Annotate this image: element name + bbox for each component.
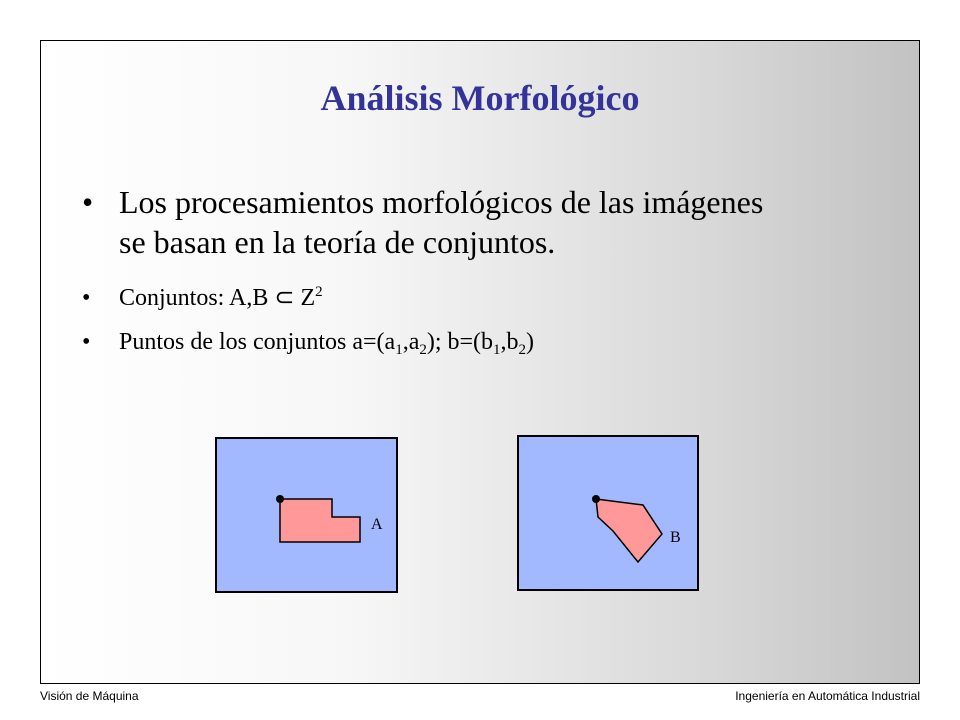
slide-frame	[40, 40, 920, 684]
subscript: 1	[493, 342, 501, 358]
bullet-dot: •	[82, 329, 91, 355]
figure-b-origin-point	[592, 495, 600, 503]
bullet-sets-text	[119, 282, 323, 314]
sets-prefix: Conjuntos: A,B ⊂ Z	[119, 285, 316, 311]
slide-title: Análisis Morfológico	[320, 78, 640, 118]
figure-a-origin-point	[276, 495, 284, 503]
bullet-dot: •	[82, 285, 91, 311]
points-prefix: Puntos de los conjuntos a=(a	[119, 329, 396, 355]
figure-a-label: A	[371, 516, 383, 533]
points-suffix: )	[526, 329, 535, 355]
footer-course-name: Visión de Máquina	[40, 689, 139, 703]
bullet-dot: •	[82, 184, 94, 220]
subscript: 2	[419, 342, 427, 358]
figure-set-b	[516, 428, 702, 596]
figure-set-a	[214, 428, 400, 596]
bullet-text-line-1: Los procesamientos morfológicos de las imágenes	[119, 184, 764, 220]
points-text: ); b=(b	[426, 329, 494, 355]
subscript: 1	[395, 342, 403, 358]
bullet-text-line-2: se basan en la teoría de conjuntos.	[119, 224, 556, 260]
points-text: ,a	[402, 329, 420, 355]
figure-b-label: B	[670, 529, 681, 546]
points-text: ,b	[500, 329, 519, 355]
footer-program-name: Ingeniería en Automática Industrial	[735, 689, 920, 703]
sets-exponent: 2	[315, 284, 323, 300]
bullet-points-text	[119, 326, 534, 358]
subscript: 2	[518, 342, 527, 358]
